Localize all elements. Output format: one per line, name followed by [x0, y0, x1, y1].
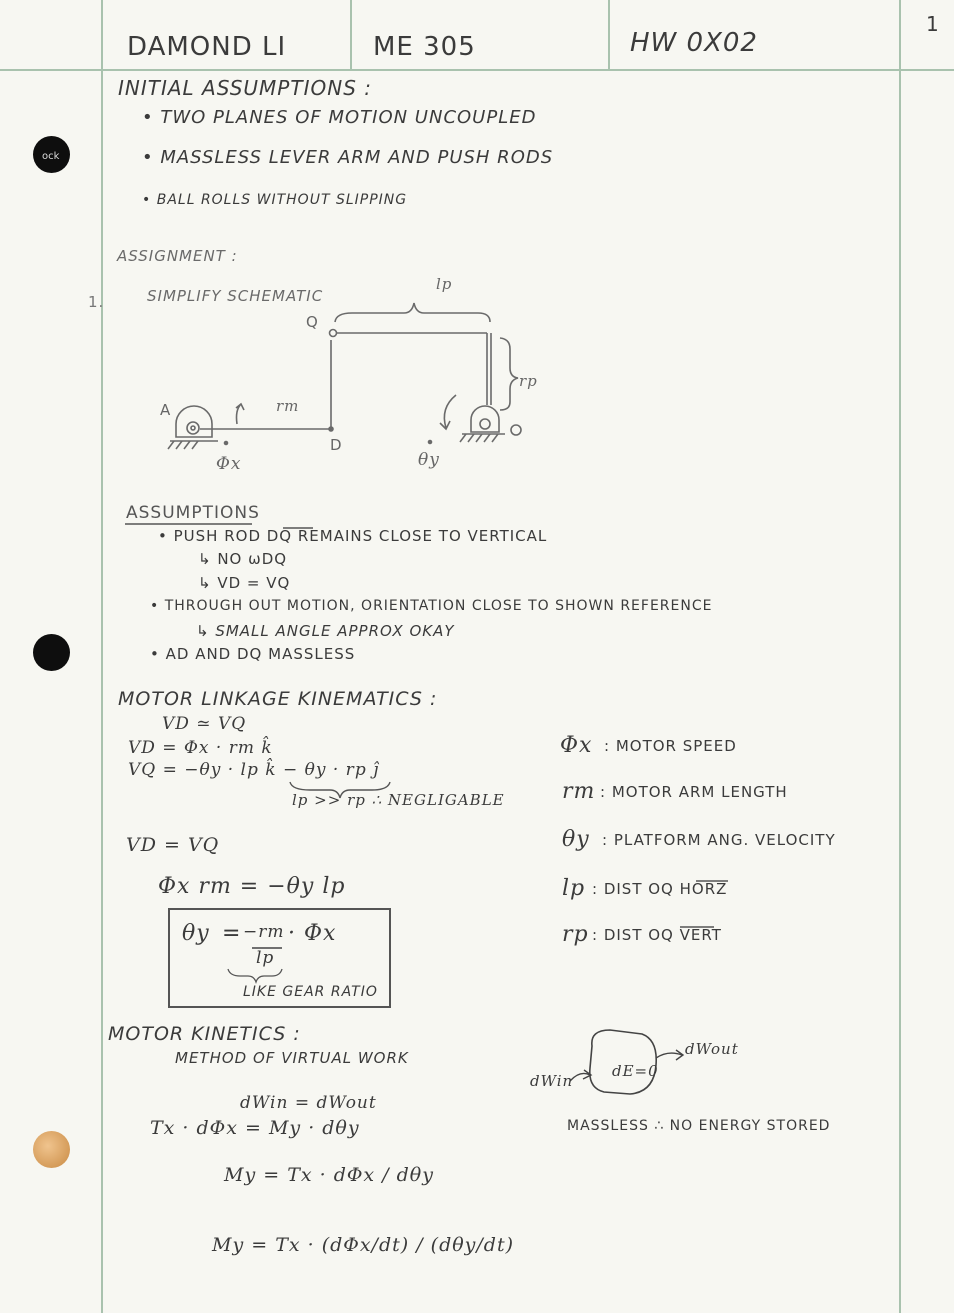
boxed-note: LIKE GEAR RATIO [243, 984, 378, 1000]
schematic-label-rm: rm [276, 397, 300, 415]
kinematics-equation: VD = VQ [126, 834, 220, 856]
assumption-line: ↳ SMALL ANGLE APPROX OKAY [196, 622, 455, 640]
schematic-label-rp: rp [519, 372, 538, 390]
assumption-line: • PUSH ROD DQ REMAINS CLOSE TO VERTICAL [158, 527, 548, 545]
boxed-denominator: lp [256, 948, 275, 968]
kinetics-equation: Tx · dΦx = My · dθy [150, 1117, 360, 1139]
energy-caption: MASSLESS ∴ NO ENERGY STORED [567, 1118, 831, 1134]
kinetics-equation: My = Tx · (dΦx/dt) / (dθy/dt) [212, 1234, 515, 1256]
definition-symbol: Φx [560, 733, 593, 758]
kinetics-equation: My = Tx · dΦx / dθy [224, 1164, 434, 1186]
boxed-rhs: · Φx [288, 921, 337, 946]
definition-text: : DIST OQ HORZ [592, 880, 728, 898]
schematic-label-a: A [160, 401, 172, 419]
kinematics-title: MOTOR LINKAGE KINEMATICS : [118, 688, 438, 710]
initial-assumption-item: • MASSLESS LEVER ARM AND PUSH RODS [142, 147, 554, 168]
definition-symbol: rm [562, 779, 596, 804]
boxed-numerator: −rm [243, 922, 285, 942]
assignment-item-text: SIMPLIFY SCHEMATIC [147, 287, 324, 305]
initial-assumption-item: • TWO PLANES OF MOTION UNCOUPLED [142, 107, 537, 128]
schematic-label-d: D [330, 436, 343, 454]
definition-text: : MOTOR ARM LENGTH [600, 783, 788, 801]
schematic-label-phi-x: Φx [216, 454, 242, 474]
definition-symbol: rp [562, 922, 589, 947]
kinetics-subtitle: METHOD OF VIRTUAL WORK [175, 1049, 409, 1067]
energy-in-label: dWin [530, 1072, 574, 1090]
assumption-line: • THROUGH OUT MOTION, ORIENTATION CLOSE TO SHOWN REFERENCE [150, 598, 713, 614]
initial-assumption-item: • BALL ROLLS WITHOUT SLIPPING [142, 192, 408, 208]
assignment-id: HW 0X02 [630, 28, 758, 58]
assumption-line: • AD AND DQ MASSLESS [150, 645, 356, 663]
energy-out-label: dWout [685, 1040, 739, 1058]
energy-center-label: dE=0 [612, 1062, 659, 1080]
student-name: DAMOND LI [127, 32, 287, 62]
kinetics-title: MOTOR KINETICS : [108, 1023, 301, 1045]
kinetics-equation: dWin = dWout [240, 1093, 377, 1113]
kinematics-equation: VD ≃ VQ [162, 714, 247, 734]
assumption-line: ↳ VD = VQ [198, 574, 291, 592]
schematic-label-lp: lp [436, 275, 453, 293]
schematic-label-theta-y: θy [418, 450, 440, 470]
boxed-equals: = [222, 921, 242, 946]
course-code: ME 305 [373, 32, 476, 62]
assumptions-title: ASSUMPTIONS [126, 503, 260, 523]
definition-symbol: θy [562, 827, 590, 852]
assignment-item-number: 1. [88, 293, 105, 311]
assumption-line: ↳ NO ωDQ [198, 550, 288, 568]
definition-text: : MOTOR SPEED [604, 737, 737, 755]
definition-text: : PLATFORM ANG. VELOCITY [602, 831, 836, 849]
boxed-lhs: θy [182, 921, 210, 946]
schematic-label-q: Q [306, 313, 319, 331]
binder-tab-label: ock [42, 151, 60, 162]
definition-text: : DIST OQ VERT [592, 926, 722, 944]
page-number: 1 [926, 12, 940, 36]
kinematics-equation: VD = Φx · rm k̂ [128, 738, 273, 758]
assignment-title: ASSIGNMENT : [117, 247, 238, 265]
initial-assumptions-title: INITIAL ASSUMPTIONS : [118, 76, 372, 100]
definition-symbol: lp [562, 876, 586, 901]
kinematics-equation: Φx rm = −θy lp [158, 874, 346, 899]
kinematics-note: lp >> rp ∴ NEGLIGABLE [292, 791, 505, 809]
kinematics-equation: VQ = −θy · lp k̂ − θy · rp ĵ [128, 760, 380, 780]
